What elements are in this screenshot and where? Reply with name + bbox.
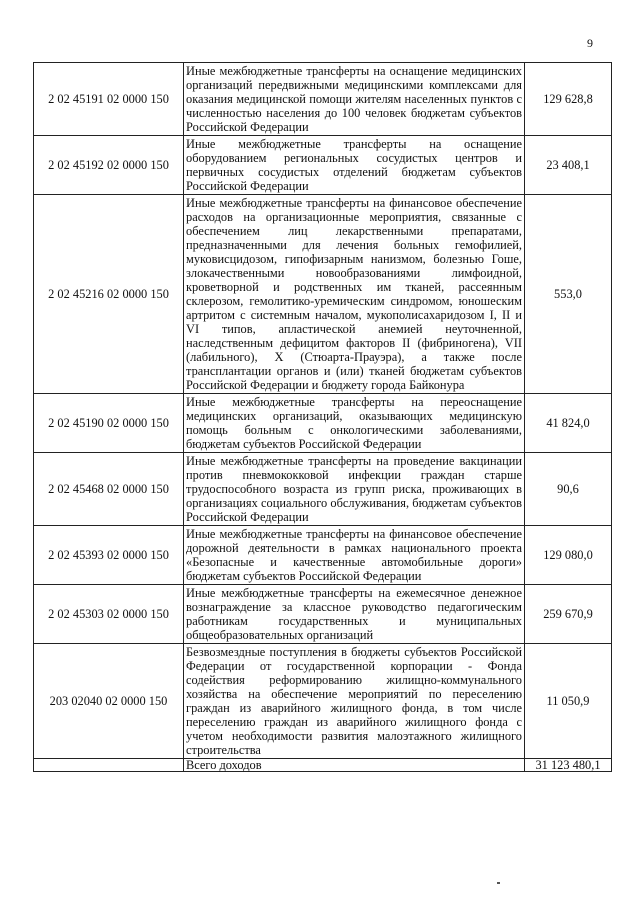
- description-cell: Безвозмездные поступления в бюджеты субъектов Российской Федерации от государственной корпорации - Фонда содействия реформированию жилищно-коммунального хозяйства на обеспечение мероприятий по переселению граждан из аварийного жилищного фонда, в том числе переселению граждан из аварийного жилищного фонда с учетом необходимости развития малоэтажного жилищного строительства: [184, 644, 525, 759]
- budget-code-cell: 2 02 45192 02 0000 150: [34, 136, 184, 195]
- scan-speck: [497, 882, 500, 884]
- table-row: [34, 644, 612, 759]
- budget-code-cell: 2 02 45216 02 0000 150: [34, 195, 184, 394]
- description-cell: Иные межбюджетные трансферты на ежемесячное денежное вознаграждение за классное руководство педагогическим работникам государственных и муниципальных общеобразовательных организаций: [184, 585, 525, 644]
- budget-code-cell: 2 02 45393 02 0000 150: [34, 526, 184, 585]
- amount-cell: 41 824,0: [525, 394, 612, 453]
- description-cell: Иные межбюджетные трансферты на финансовое обеспечение дорожной деятельности в рамках национального проекта «Безопасные и качественные автомобильные дороги» бюджетам субъектов Российской Федерации: [184, 526, 525, 585]
- budget-code-cell: 2 02 45303 02 0000 150: [34, 585, 184, 644]
- amount-cell: 11 050,9: [525, 644, 612, 759]
- table-row: [34, 394, 612, 453]
- table-row: [34, 453, 612, 526]
- table-row: [34, 526, 612, 585]
- table-row: [34, 585, 612, 644]
- budget-code-cell: 2 02 45190 02 0000 150: [34, 394, 184, 453]
- amount-cell: 129 080,0: [525, 526, 612, 585]
- description-cell: Иные межбюджетные трансферты на проведение вакцинации против пневмококковой инфекции граждан старше трудоспособного возраста из групп риска, проживающих в организациях социального обслуживания, бюджетам субъектов Российской Федерации: [184, 453, 525, 526]
- budget-code-cell: 2 02 45191 02 0000 150: [34, 63, 184, 136]
- table-row: [34, 195, 612, 394]
- description-cell: Иные межбюджетные трансферты на переоснащение медицинских организаций, оказывающих медицинскую помощь больным с онкологическими заболеваниями, бюджетам субъектов Российской Федерации: [184, 394, 525, 453]
- description-cell: Иные межбюджетные трансферты на оснащение медицинских организаций передвижными медицинскими комплексами для оказания медицинской помощи жителям населенных пунктов с численностью населения до 100 человек бюджетам субъектов Российской Федерации: [184, 63, 525, 136]
- revenue-table-body: [34, 63, 612, 772]
- amount-cell: 553,0: [525, 195, 612, 394]
- total-label: Всего доходов: [184, 759, 525, 772]
- amount-cell: 129 628,8: [525, 63, 612, 136]
- amount-cell: 259 670,9: [525, 585, 612, 644]
- page-number: 9: [587, 36, 593, 50]
- total-amount: 31 123 480,1: [525, 759, 612, 772]
- total-row: [34, 759, 612, 772]
- amount-cell: 90,6: [525, 453, 612, 526]
- revenue-table: [33, 62, 612, 772]
- total-code-cell: [34, 759, 184, 772]
- description-cell: Иные межбюджетные трансферты на оснащение оборудованием региональных сосудистых центров и первичных сосудистых отделений бюджетам субъектов Российской Федерации: [184, 136, 525, 195]
- description-cell: Иные межбюджетные трансферты на финансовое обеспечение расходов на организационные мероприятия, связанные с обеспечением лиц лекарственными препаратами, предназначенными для лечения больных гемофилией, муковисцидозом, гипофизарным нанизмом, болезнью Гоше, злокачественными новообразованиями лимфоидной, кроветворной и родственных им тканей, рассеянным склерозом, гемолитико-уремическим синдромом, юношеским артритом с системным началом, мукополисахаридозом I, II и VI типов, апластической анемией неуточненной, наследственным дефицитом факторов II (фибриногена), VII (лабильного), X (Стюарта-Прауэра), а также после трансплантации органов и (или) тканей бюджетам субъектов Российской Федерации и бюджету города Байконура: [184, 195, 525, 394]
- table-row: [34, 63, 612, 136]
- budget-code-cell: 203 02040 02 0000 150: [34, 644, 184, 759]
- table-row: [34, 136, 612, 195]
- budget-code-cell: 2 02 45468 02 0000 150: [34, 453, 184, 526]
- amount-cell: 23 408,1: [525, 136, 612, 195]
